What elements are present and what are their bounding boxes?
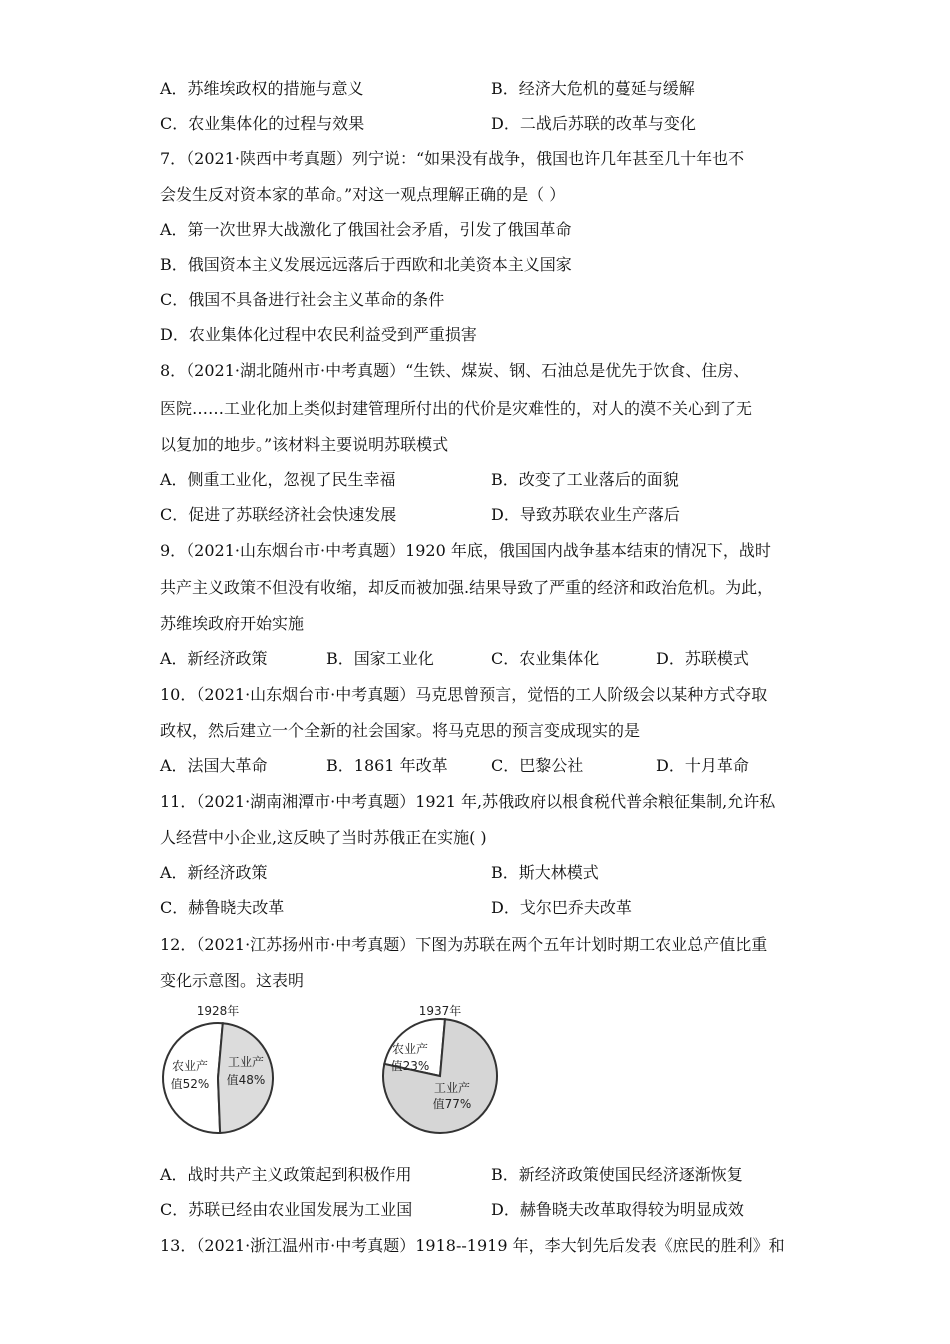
pie-1937-agri-label-2: 值23% [390, 1059, 430, 1073]
pie-1937-slices [383, 1019, 497, 1133]
q6-option-a: A．苏维埃政权的措施与意义 [160, 79, 364, 98]
q11-stem-line2: 人经营中小企业,这反映了当时苏俄正在实施( ) [160, 828, 487, 847]
pie-1928-ind-label-1: 工业产 [227, 1055, 265, 1069]
q6-option-c: C．农业集体化的过程与效果 [160, 114, 365, 133]
pie-1928-agri-label-2: 值52% [170, 1077, 210, 1091]
q9-stem-line1: 9．（2021·山东烟台市·中考真题）1920 年底，俄国国内战争基本结束的情况下，战时 [160, 541, 771, 560]
pie-1928-ind-label-2: 值48% [226, 1073, 266, 1087]
pie-1928-agri-label-1: 农业产 [171, 1059, 209, 1073]
q9-stem-line2: 共产主义政策不但没有收缩，却反而被加强.结果导致了严重的经济和政治危机。为此， [160, 578, 774, 597]
q11-stem-line1: 11．（2021·湖南湘潭市·中考真题）1921 年,苏俄政府以根食税代普余粮征集制,允许私 [160, 792, 776, 811]
q10-stem-line2: 政权，然后建立一个全新的社会国家。将马克思的预言变成现实的是 [160, 721, 641, 740]
q12-option-c: C．苏联已经由农业国发展为工业国 [160, 1200, 413, 1219]
q8-option-c: C．促进了苏联经济社会快速发展 [160, 505, 397, 524]
q7-option-d: D．农业集体化过程中农民利益受到严重损害 [160, 325, 477, 344]
q11-option-b: B．斯大林模式 [491, 863, 599, 882]
pie-1928-title: 1928年 [196, 1004, 240, 1018]
q6-option-d: D．二战后苏联的改革与变化 [491, 114, 696, 133]
q10-option-a: A．法国大革命 [160, 756, 268, 775]
q9-option-a: A．新经济政策 [160, 649, 268, 668]
q6-option-b: B．经济大危机的蔓延与缓解 [491, 79, 695, 98]
q12-stem-line1: 12．（2021·江苏扬州市·中考真题）下图为苏联在两个五年计划时期工农业总产值比重 [160, 935, 768, 954]
pie-1937-title: 1937年 [418, 1004, 462, 1018]
q8-option-a: A．侧重工业化，忽视了民生幸福 [160, 470, 396, 489]
q8-stem-line2: 医院……工业化加上类似封建管理所付出的代价是灾难性的，对人的漠不关心到了无 [160, 399, 753, 418]
q9-stem-line3: 苏维埃政府开始实施 [160, 614, 305, 633]
q8-option-d: D．导致苏联农业生产落后 [491, 505, 680, 524]
pie-chart-1937 [366, 1000, 506, 1142]
pie-1937-ind-label-1: 工业产 [433, 1081, 471, 1095]
q9-option-c: C．农业集体化 [491, 649, 600, 668]
q7-option-b: B．俄国资本主义发展远远落后于西欧和北美资本主义国家 [160, 255, 572, 274]
q7-stem-line2: 会发生反对资本家的革命。”对这一观点理解正确的是（ ） [160, 185, 566, 204]
q11-option-a: A．新经济政策 [160, 863, 268, 882]
q7-option-a: A．第一次世界大战激化了俄国社会矛盾，引发了俄国革命 [160, 220, 572, 239]
q8-stem-line1: 8．（2021·湖北随州市·中考真题）“生铁、煤炭、钢、石油总是优先于饮食、住房、 [160, 361, 750, 380]
q12-stem-line2: 变化示意图。这表明 [160, 971, 305, 990]
q7-option-c: C．俄国不具备进行社会主义革命的条件 [160, 290, 445, 309]
q9-option-d: D．苏联模式 [656, 649, 749, 668]
q9-option-b: B．国家工业化 [326, 649, 434, 668]
q12-option-a: A．战时共产主义政策起到积极作用 [160, 1165, 412, 1184]
pie-1937-agri-label-1: 农业产 [391, 1042, 429, 1056]
pie-chart-1928 [150, 1000, 290, 1142]
q10-option-d: D．十月革命 [656, 756, 749, 775]
q12-option-b: B．新经济政策使国民经济逐渐恢复 [491, 1165, 743, 1184]
pie-1937-ind-label-2: 值77% [432, 1097, 472, 1111]
q8-stem-line3: 以复加的地步。”该材料主要说明苏联模式 [160, 435, 449, 454]
q10-option-c: C．巴黎公社 [491, 756, 584, 775]
q12-option-d: D．赫鲁晓夫改革取得较为明显成效 [491, 1200, 744, 1219]
q11-option-d: D．戈尔巴乔夫改革 [491, 898, 632, 917]
q7-stem-line1: 7．（2021·陕西中考真题）列宁说：“如果没有战争，俄国也许几年甚至几十年也不 [160, 149, 745, 168]
q13-stem-line1: 13．（2021·浙江温州市·中考真题）1918--1919 年，李大钊先后发表《庶民的胜利》和 [160, 1236, 785, 1255]
q10-stem-line1: 10．（2021·山东烟台市·中考真题）马克思曾预言，觉悟的工人阶级会以某种方式夺取 [160, 685, 768, 704]
q11-option-c: C．赫鲁晓夫改革 [160, 898, 285, 917]
q8-option-b: B．改变了工业落后的面貌 [491, 470, 679, 489]
q10-option-b: B．1861 年改革 [326, 756, 448, 775]
